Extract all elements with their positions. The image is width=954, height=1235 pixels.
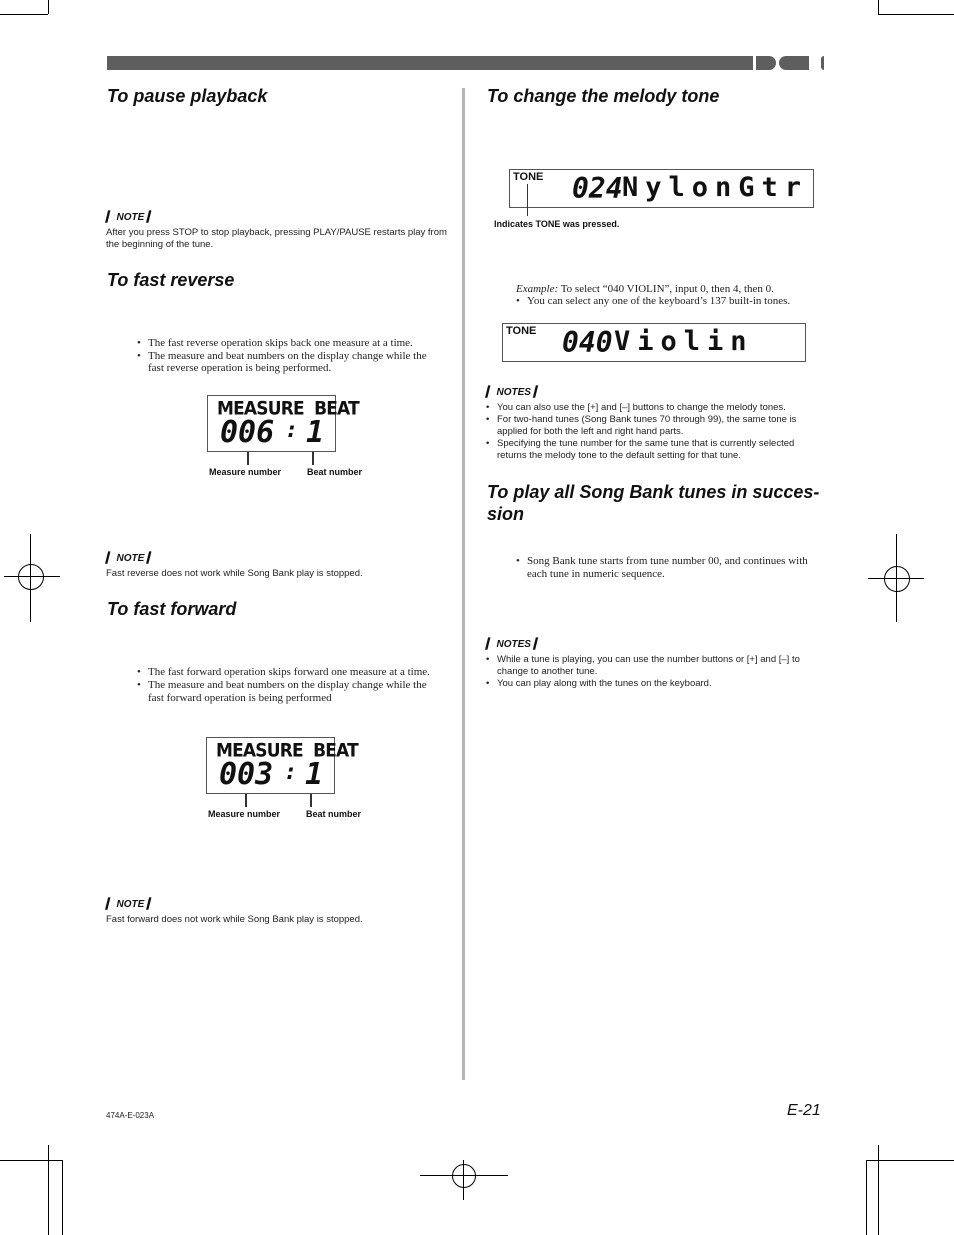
- registration-mark: [884, 566, 910, 592]
- caption-measure-number: Measure number: [209, 467, 282, 477]
- heading-pause-playback: To pause playback: [107, 86, 268, 106]
- list-item: • The measure and beat numbers on the display change while the fast forward operation is being performed: [137, 679, 443, 704]
- note-text: Fast forward does not work while Song Bank play is stopped.: [106, 914, 363, 925]
- crop-mark: [48, 0, 49, 14]
- tone-number: 040: [562, 326, 613, 359]
- list-item: • You can also use the [+] and [–] buttons to change the melody tones.: [486, 402, 826, 414]
- measure-value: 006: [220, 415, 275, 450]
- list-item: • You can play along with the tunes on the keyboard.: [486, 678, 826, 690]
- bullet-list: [137, 666, 443, 704]
- header-bar-tab: [779, 56, 809, 70]
- heading-fast-reverse: To fast reverse: [107, 270, 235, 290]
- registration-mark: [4, 576, 60, 577]
- tone-name: Violin: [614, 326, 754, 357]
- crop-mark: [62, 1160, 63, 1235]
- display-header: MEASURE BEAT: [216, 740, 358, 762]
- crop-mark: [866, 1160, 954, 1161]
- crop-mark: [0, 14, 48, 15]
- list-item: • For two-hand tunes (Song Bank tunes 70 through 99), the same tone is applied for both the left and right hand parts.: [486, 414, 826, 438]
- list-item: • The fast reverse operation skips back one measure at a time.: [137, 337, 443, 350]
- crop-mark: [48, 1145, 49, 1235]
- crop-mark: [878, 0, 879, 14]
- registration-mark: [30, 534, 31, 622]
- example-label: Example:: [516, 283, 559, 295]
- note-text: After you press STOP to stop playback, pressing PLAY/PAUSE restarts play from the beginning of the tune.: [106, 227, 447, 250]
- callout-line: [312, 452, 314, 465]
- note-text: Fast reverse does not work while Song Bank play is stopped.: [106, 568, 363, 579]
- tone-indicator: TONE: [506, 325, 537, 337]
- crop-mark: [878, 14, 954, 15]
- callout-line: [527, 184, 528, 216]
- list-item: • Song Bank tune starts from tune number 00, and continues with each tune in numeric sequence.: [516, 555, 826, 580]
- tone-caption: Indicates TONE was pressed.: [494, 219, 620, 229]
- registration-mark: [463, 1160, 464, 1200]
- header-bar: [107, 56, 753, 70]
- measure-beat-display: [207, 395, 359, 452]
- tone-display: [509, 169, 814, 208]
- heading-change-melody-tone: To change the melody tone: [487, 86, 720, 106]
- beat-value: 1: [306, 415, 325, 450]
- example-body: To select “040 VIOLIN”, input 0, then 4, then 0.: [558, 283, 774, 295]
- registration-mark: [18, 564, 44, 590]
- registration-mark: [420, 1175, 508, 1176]
- header-bar-tab: [821, 56, 824, 70]
- beat-separator: :: [285, 418, 299, 443]
- bullet-list: [137, 337, 443, 375]
- tone-indicator: TONE: [513, 171, 544, 183]
- crop-mark: [0, 1160, 62, 1161]
- note-label: ▎ NOTE ▎: [106, 553, 155, 564]
- registration-mark: [452, 1164, 476, 1188]
- display-header: MEASURE BEAT: [217, 398, 359, 420]
- note-label: ▎ NOTE ▎: [106, 212, 155, 223]
- measure-beat-display: [206, 737, 358, 794]
- caption-measure-number: Measure number: [208, 809, 281, 819]
- list-item: • The measure and beat numbers on the display change while the fast reverse operation is being performed.: [137, 350, 443, 375]
- crop-mark: [866, 1160, 867, 1235]
- list-item: • While a tune is playing, you can use the number buttons or [+] and [–] to change to another tune.: [486, 654, 826, 678]
- tone-display: [502, 323, 806, 362]
- callout-line: [247, 452, 249, 465]
- heading-fast-forward: To fast forward: [107, 599, 237, 619]
- notes-list: [486, 402, 826, 462]
- bullet-list: [516, 555, 826, 580]
- list-item: • The fast forward operation skips forward one measure at a time.: [137, 666, 443, 679]
- list-item: • You can select any one of the keyboard’s 137 built-in tones.: [516, 295, 826, 308]
- registration-mark: [868, 578, 924, 579]
- callout-line: [310, 794, 312, 807]
- notes-label: ▎ NOTES ▎: [486, 639, 542, 650]
- caption-beat-number: Beat number: [307, 467, 363, 477]
- callout-line: [245, 794, 247, 807]
- notes-label: ▎ NOTES ▎: [486, 387, 542, 398]
- example-text: [516, 283, 826, 296]
- heading-play-all-song-bank: To play all Song Bank tunes in succes-sion: [487, 482, 820, 524]
- note-label: ▎ NOTE ▎: [106, 899, 155, 910]
- bullet-list: [516, 295, 826, 308]
- beat-separator: :: [284, 760, 298, 785]
- tone-name: NylonGtr: [622, 172, 809, 203]
- page-number: E-21: [787, 1102, 821, 1119]
- header-bar-tab: [756, 56, 776, 70]
- caption-beat-number: Beat number: [306, 809, 362, 819]
- measure-value: 003: [219, 757, 274, 792]
- tone-number: 024: [572, 172, 623, 205]
- document-code: 474A-E-023A: [106, 1111, 155, 1120]
- beat-value: 1: [305, 757, 324, 792]
- crop-mark: [878, 1145, 879, 1235]
- notes-list: [486, 654, 826, 690]
- list-item: • Specifying the tune number for the same tune that is currently selected returns the melody tone to the default setting for that tune.: [486, 438, 826, 462]
- column-divider: [462, 88, 465, 1080]
